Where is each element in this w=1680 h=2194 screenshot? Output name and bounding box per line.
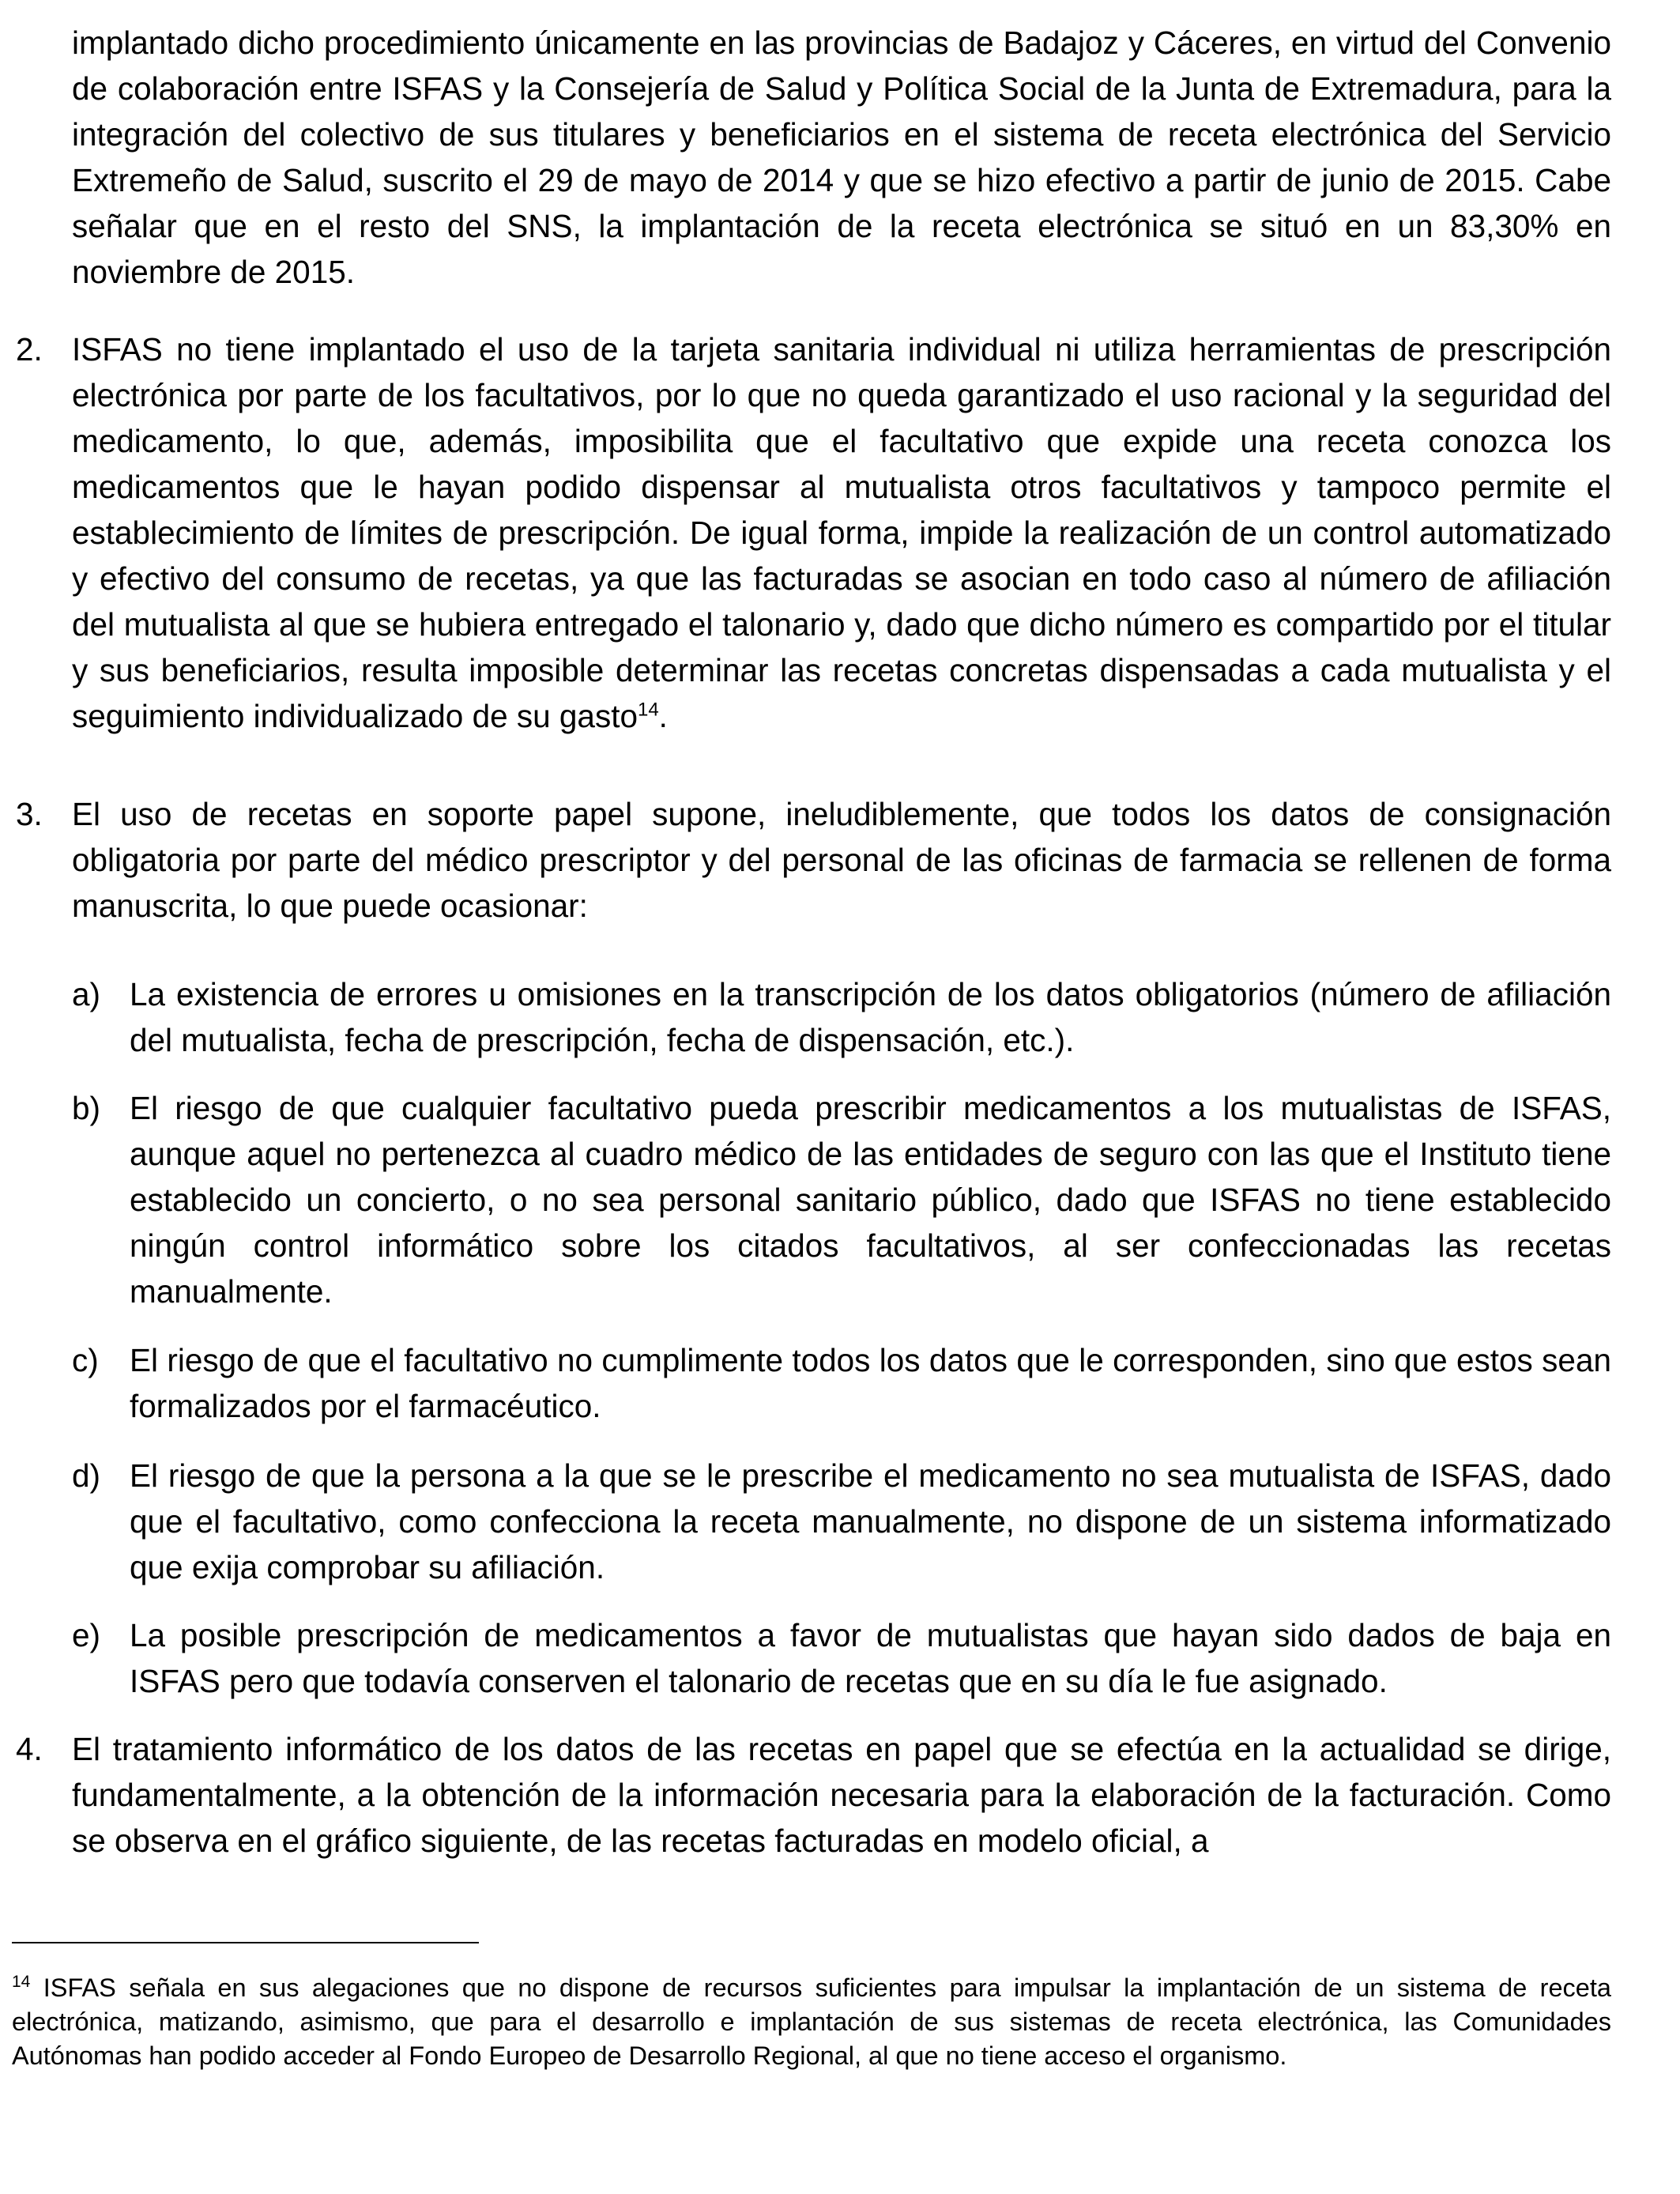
footnote-14 — [12, 1971, 1611, 2073]
subitem-c-text: El riesgo de que el facultativo no cumplimente todos los datos que le corresponden, sino que estos sean formalizados por el farmacéutico. — [130, 1342, 1611, 1424]
subitem-e-label: e) — [72, 1617, 101, 1653]
footnote-number: 14 — [12, 1973, 31, 1992]
subitem-b-text: El riesgo de que cualquier facultativo pueda prescribir medicamentos a los mutualistas de ISFAS, aunque aquel no pertenezca al cuadro médico de las entidades de seguro con las que el Instituto tiene establecido un concierto, o no sea personal sanitario público, dado que ISFAS no tiene establecido ningún control informático sobre los citados facultativos, al ser confeccionadas las recetas manualmente. — [130, 1090, 1611, 1310]
item-2-text: ISFAS no tiene implantado el uso de la tarjeta sanitaria individual ni utiliza herramientas de prescripción electrónica por parte de los facultativos, por lo que no queda garantizado el uso racional y la seguridad del medicamento, lo que, además, imposibilita que el facultativo que expide una receta conozca los medicamentos que le hayan podido dispensar al mutualista otros facultativos y tampoco permite el establecimiento de límites de prescripción. De igual forma, impide la realización de un control automatizado y efectivo del consumo de recetas, ya que las facturadas se asocian en todo caso al número de afiliación del mutualista al que se hubiera entregado el talonario y, dado que dicho número es compartido por el titular y sus beneficiarios, resulta imposible determinar las recetas concretas dispensadas a cada mutualista y el seguimiento individualizado de su gasto — [72, 331, 1611, 734]
item-2-end: . — [658, 698, 668, 734]
subitem-d-label: d) — [72, 1457, 101, 1494]
footnote-ref-14[interactable]: 14 — [637, 699, 659, 721]
footnote-separator — [12, 1942, 479, 1943]
item-3-paragraph: El uso de recetas en soporte papel supone, ineludiblemente, que todos los datos de consignación obligatoria por parte del médico prescriptor y del personal de las oficinas de farmacia se rellenen de forma manuscrita, lo que puede ocasionar: — [72, 796, 1611, 924]
intro-paragraph: implantado dicho procedimiento únicamente en las provincias de Badajoz y Cáceres, en virtud del Convenio de colaboración entre ISFAS y la Consejería de Salud y Política Social de la Junta de Extremadura, para la integración del colectivo de sus titulares y beneficiarios en el sistema de receta electrónica del Servicio Extremeño de Salud, suscrito el 29 de mayo de 2014 y que se hizo efectivo a partir de junio de 2015. Cabe señalar que en el resto del SNS, la implantación de la receta electrónica se situó en un 83,30% en noviembre de 2015. — [72, 25, 1611, 290]
subitem-a-label: a) — [72, 976, 101, 1012]
item-4-number: 4. — [16, 1731, 43, 1767]
footnote-text: ISFAS señala en sus alegaciones que no dispone de recursos suficientes para impulsar la implantación de un sistema de receta electrónica, matizando, asimismo, que para el desarrollo e implantación de sus sistemas de receta electrónica, las Comunidades Autónomas han podido acceder al Fondo Europeo de Desarrollo Regional, al que no tiene acceso el organismo. — [12, 1973, 1611, 2070]
item-2-number: 2. — [16, 331, 43, 368]
subitem-e-text: La posible prescripción de medicamentos a favor de mutualistas que hayan sido dados de baja en ISFAS pero que todavía conserven el talonario de recetas que en su día le fue asignado. — [130, 1617, 1611, 1699]
subitem-a-text: La existencia de errores u omisiones en la transcripción de los datos obligatorios (número de afiliación del mutualista, fecha de prescripción, fecha de dispensación, etc.). — [130, 976, 1611, 1058]
item-2-paragraph — [72, 326, 1611, 739]
item-4-paragraph: El tratamiento informático de los datos de las recetas en papel que se efectúa en la actualidad se dirige, fundamentalmente, a la obtención de la información necesaria para la elaboración de la facturación. Como se observa en el gráfico siguiente, de las recetas facturadas en modelo oficial, a — [72, 1731, 1611, 1859]
item-3-number: 3. — [16, 796, 43, 832]
subitem-b-label: b) — [72, 1090, 101, 1126]
subitem-c-label: c) — [72, 1342, 99, 1378]
subitem-d-text: El riesgo de que la persona a la que se le prescribe el medicamento no sea mutualista de ISFAS, dado que el facultativo, como confecciona la receta manualmente, no dispone de un sistema informatizado que exija comprobar su afiliación. — [130, 1457, 1611, 1585]
